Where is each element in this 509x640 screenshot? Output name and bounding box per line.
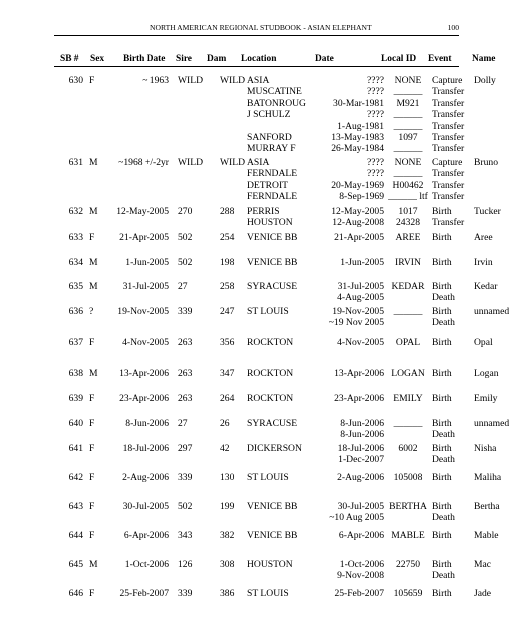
- sb-number: 646: [68, 588, 83, 599]
- record-line: [0, 257, 495, 268]
- col-birth-date: Birth Date: [123, 54, 166, 64]
- sex: M: [89, 368, 98, 379]
- event-type: Transfer: [432, 217, 465, 229]
- record-line: [0, 570, 495, 581]
- local-id: ______: [393, 306, 423, 317]
- event-type: Transfer: [432, 168, 465, 180]
- local-id: ______: [393, 143, 423, 155]
- record-line: [0, 429, 495, 440]
- sex: M: [89, 157, 98, 168]
- birth-date: 13-Apr-2006: [119, 368, 169, 379]
- location: VENICE BB: [247, 232, 298, 243]
- sire: 502: [178, 257, 193, 268]
- sire: 502: [178, 232, 193, 243]
- event-type: Transfer: [432, 179, 465, 191]
- sex: M: [89, 257, 98, 268]
- event-type: Transfer: [432, 191, 465, 203]
- event-date: 12-May-2005: [331, 206, 384, 217]
- dam: 308: [220, 559, 235, 570]
- page-header: [54, 22, 459, 36]
- event-type: Death: [432, 454, 455, 466]
- local-id: ______: [393, 86, 423, 98]
- sb-number: 635: [68, 281, 83, 292]
- animal-name: Emily: [474, 393, 498, 404]
- sb-number: 632: [68, 206, 83, 217]
- dam: 199: [220, 501, 235, 512]
- event-date: 31-Jul-2005: [337, 281, 384, 292]
- event-type: Birth: [432, 443, 452, 454]
- sb-number: 645: [68, 559, 83, 570]
- studbook-record: [0, 232, 495, 243]
- dam: 247: [220, 306, 235, 317]
- event-type: Birth: [432, 393, 452, 404]
- event-date: 1-Dec-2007: [338, 454, 384, 466]
- location: ST LOUIS: [247, 472, 289, 483]
- event-type: Birth: [432, 281, 452, 292]
- event-date: ????: [366, 168, 384, 180]
- event-date: 30-Jul-2005: [337, 501, 384, 512]
- column-header-row: [54, 52, 496, 67]
- record-line: [0, 530, 499, 541]
- location: ROCKTON: [247, 368, 294, 379]
- sex: ?: [89, 306, 94, 317]
- location: MUSCATINE: [247, 86, 302, 98]
- sire: WILD: [178, 157, 204, 168]
- col-sb: SB #: [60, 54, 79, 64]
- record-line: [0, 168, 495, 179]
- col-local-id: Local ID: [381, 54, 417, 64]
- event-type: Capture: [432, 75, 463, 86]
- event-date: 23-Apr-2006: [334, 393, 384, 404]
- dam: 356: [220, 337, 235, 348]
- location: ASIA: [247, 157, 270, 168]
- event-type: Death: [432, 292, 455, 304]
- birth-date: ~ 1963: [142, 75, 169, 86]
- birth-date: 19-Nov-2005: [117, 306, 169, 317]
- event-type: Birth: [432, 368, 452, 379]
- event-date: ????: [366, 109, 384, 121]
- location: HOUSTON: [247, 559, 293, 570]
- event-type: Capture: [432, 157, 463, 168]
- birth-date: 6-Apr-2006: [123, 530, 169, 541]
- record-line: [0, 217, 495, 228]
- sb-number: 630: [68, 75, 83, 86]
- event-date: 13-Apr-2006: [334, 368, 384, 379]
- dam: 382: [220, 530, 235, 541]
- animal-name: Maliha: [474, 472, 502, 483]
- event-type: Birth: [432, 501, 452, 512]
- studbook-record: [0, 368, 499, 379]
- location: ASIA: [247, 75, 270, 86]
- local-id: ______: [393, 418, 423, 429]
- sire: 339: [178, 472, 193, 483]
- sex: F: [89, 418, 95, 429]
- animal-name: Mac: [474, 559, 492, 570]
- location: FERNDALE: [247, 191, 298, 203]
- record-line: [0, 454, 495, 465]
- record-line: [0, 206, 501, 217]
- sire: 263: [178, 368, 193, 379]
- sire: 502: [178, 501, 193, 512]
- sex: F: [89, 393, 95, 404]
- event-date: 20-May-1969: [331, 179, 384, 191]
- event-date: 26-May-1984: [331, 143, 384, 155]
- local-id: NONE: [394, 75, 422, 86]
- event-date: 8-Jun-2006: [340, 418, 384, 429]
- event-date: ????: [366, 75, 384, 86]
- animal-name: Tucker: [474, 206, 501, 217]
- record-line: [0, 109, 495, 120]
- page-number: 100: [447, 23, 459, 32]
- animal-name: unnamed: [474, 418, 509, 429]
- event-date: ????: [366, 86, 384, 98]
- col-location: Location: [241, 54, 277, 64]
- local-id: 1017: [398, 206, 418, 217]
- local-id: ______: [393, 168, 423, 180]
- sb-number: 631: [68, 157, 83, 168]
- birth-date: 18-Jul-2006: [122, 443, 169, 454]
- dam: 254: [220, 232, 235, 243]
- record-line: [0, 281, 498, 292]
- animal-name: unnamed: [474, 306, 509, 317]
- event-type: Birth: [432, 257, 452, 268]
- sex: F: [89, 501, 95, 512]
- sb-number: 643: [68, 501, 83, 512]
- event-date: 1-Aug-1981: [337, 120, 384, 132]
- record-line: [0, 443, 495, 454]
- studbook-record: [0, 206, 501, 229]
- sb-number: 642: [68, 472, 83, 483]
- animal-name: Bruno: [474, 157, 498, 168]
- dam: 258: [220, 281, 235, 292]
- event-type: Death: [432, 512, 455, 524]
- location: SANFORD: [247, 131, 292, 143]
- col-event: Event: [428, 54, 452, 64]
- studbook-record: [0, 157, 498, 203]
- animal-name: Logan: [474, 368, 499, 379]
- col-name: Name: [472, 54, 496, 64]
- record-line: [0, 588, 495, 599]
- sb-number: 641: [68, 443, 83, 454]
- sex: F: [89, 337, 95, 348]
- animal-name: Aree: [474, 232, 493, 243]
- sex: F: [89, 75, 95, 86]
- event-type: Transfer: [432, 86, 465, 98]
- record-line: [0, 75, 495, 86]
- sb-number: 637: [68, 337, 83, 348]
- sire: 126: [178, 559, 193, 570]
- local-id: ______ ltf: [388, 191, 428, 203]
- event-type: Death: [432, 317, 455, 329]
- event-date: 25-Feb-2007: [334, 588, 384, 599]
- birth-date: 2-Aug-2006: [122, 472, 169, 483]
- sire: 297: [178, 443, 193, 454]
- local-id: BERTHA: [389, 501, 427, 512]
- location: J SCHULZ: [247, 109, 291, 121]
- dam: WILD: [220, 75, 246, 86]
- event-date: 1-Oct-2006: [339, 559, 384, 570]
- sire: 27: [178, 281, 188, 292]
- birth-date: 31-Jul-2005: [122, 281, 169, 292]
- studbook-record: [0, 257, 495, 268]
- dam: WILD: [220, 157, 246, 168]
- local-id: ______: [393, 120, 423, 132]
- event-date: 30-Mar-1981: [333, 97, 384, 109]
- sb-number: 634: [68, 257, 83, 268]
- col-sire: Sire: [176, 54, 192, 64]
- event-type: Birth: [432, 530, 452, 541]
- dam: 264: [220, 393, 235, 404]
- record-line: [0, 512, 495, 523]
- location: ST LOUIS: [247, 306, 289, 317]
- studbook-record: [0, 337, 495, 348]
- local-id: AREE: [395, 232, 421, 243]
- studbook-record: [0, 418, 509, 441]
- event-type: Birth: [432, 337, 452, 348]
- event-date: 18-Jul-2006: [337, 443, 384, 454]
- record-line: [0, 98, 495, 109]
- location: ST LOUIS: [247, 588, 289, 599]
- event-date: 6-Apr-2006: [338, 530, 384, 541]
- birth-date: 8-Jun-2006: [125, 418, 169, 429]
- local-id: 105008: [393, 472, 423, 483]
- sb-number: 644: [68, 530, 83, 541]
- birth-date: 30-Jul-2005: [122, 501, 169, 512]
- animal-name: Dolly: [474, 75, 496, 86]
- local-id: 105659: [393, 588, 423, 599]
- event-type: Death: [432, 570, 455, 582]
- studbook-record: [0, 306, 509, 329]
- local-id: 1097: [398, 131, 418, 143]
- birth-date: 23-Apr-2006: [119, 393, 169, 404]
- location: ROCKTON: [247, 337, 294, 348]
- event-date: 19-Nov-2005: [332, 306, 384, 317]
- event-date: ????: [366, 157, 384, 168]
- sex: F: [89, 588, 95, 599]
- local-id: NONE: [394, 157, 422, 168]
- sb-number: 640: [68, 418, 83, 429]
- sex: F: [89, 530, 95, 541]
- dam: 347: [220, 368, 235, 379]
- record-line: [0, 559, 495, 570]
- local-id: ______: [393, 109, 423, 121]
- event-type: Birth: [432, 206, 452, 217]
- studbook-record: [0, 393, 498, 404]
- event-type: Transfer: [432, 97, 465, 109]
- event-type: Transfer: [432, 120, 465, 132]
- studbook-title: NORTH AMERICAN REGIONAL STUDBOOK - ASIAN ELEPHANT: [150, 23, 372, 32]
- event-date: 12-Aug-2008: [332, 217, 384, 229]
- record-line: [0, 501, 500, 512]
- local-id: 22750: [396, 559, 420, 570]
- record-line: [0, 191, 495, 202]
- dam: 26: [220, 418, 230, 429]
- event-type: Birth: [432, 588, 452, 599]
- location: PERRIS: [247, 206, 280, 217]
- location: SYRACUSE: [247, 281, 298, 292]
- animal-name: Jade: [474, 588, 492, 599]
- animal-name: Mable: [474, 530, 499, 541]
- location: VENICE BB: [247, 257, 298, 268]
- studbook-record: [0, 501, 500, 524]
- studbook-record: [0, 472, 502, 483]
- event-date: ~19 Nov 2005: [328, 317, 384, 329]
- record-line: [0, 317, 495, 328]
- record-line: [0, 157, 498, 168]
- birth-date: 4-Nov-2005: [122, 337, 169, 348]
- studbook-record: [0, 281, 498, 304]
- location: DETROIT: [247, 179, 289, 191]
- event-type: Birth: [432, 559, 452, 570]
- event-date: 8-Jun-2006: [340, 429, 384, 441]
- sex: M: [89, 206, 98, 217]
- event-type: Birth: [432, 306, 452, 317]
- birth-date: 25-Feb-2007: [119, 588, 169, 599]
- sex: F: [89, 232, 95, 243]
- event-date: 4-Nov-2005: [337, 337, 384, 348]
- sex: M: [89, 559, 98, 570]
- local-id: M921: [396, 97, 420, 109]
- sex: M: [89, 281, 98, 292]
- studbook-record: [0, 443, 495, 466]
- record-line: [0, 86, 495, 97]
- location: SYRACUSE: [247, 418, 298, 429]
- animal-name: Irvin: [474, 257, 493, 268]
- record-line: [0, 143, 495, 154]
- location: VENICE BB: [247, 501, 298, 512]
- local-id: KEDAR: [391, 281, 425, 292]
- event-type: Birth: [432, 472, 452, 483]
- sex: F: [89, 472, 95, 483]
- location: DICKERSON: [247, 443, 302, 454]
- col-sex: Sex: [90, 54, 105, 64]
- record-line: [0, 306, 509, 317]
- sire: 27: [178, 418, 188, 429]
- record-line: [0, 180, 495, 191]
- animal-name: Opal: [474, 337, 493, 348]
- local-id: 6002: [398, 443, 418, 454]
- record-line: [0, 232, 495, 243]
- studbook-record: [0, 588, 495, 599]
- record-line: [0, 418, 509, 429]
- sire: 263: [178, 337, 193, 348]
- studbook-record: [0, 75, 495, 155]
- event-type: Transfer: [432, 109, 465, 121]
- location: BATONROUG: [247, 97, 306, 109]
- local-id: MABLE: [391, 530, 425, 541]
- event-date: 2-Aug-2006: [337, 472, 384, 483]
- location: VENICE BB: [247, 530, 298, 541]
- local-id: LOGAN: [391, 368, 425, 379]
- animal-name: Nisha: [474, 443, 497, 454]
- sire: 339: [178, 306, 193, 317]
- dam: 130: [220, 472, 235, 483]
- event-date: 4-Aug-2005: [337, 292, 384, 304]
- record-line: [0, 132, 495, 143]
- col-dam: Dam: [207, 54, 227, 64]
- local-id: IRVIN: [395, 257, 421, 268]
- sire: 263: [178, 393, 193, 404]
- record-line: [0, 337, 495, 348]
- event-type: Death: [432, 429, 455, 441]
- dam: 42: [220, 443, 230, 454]
- studbook-record: [0, 530, 499, 541]
- event-date: 8-Sep-1969: [339, 191, 384, 203]
- event-date: 13-May-1983: [331, 131, 384, 143]
- sb-number: 638: [68, 368, 83, 379]
- sire: 339: [178, 588, 193, 599]
- record-line: [0, 292, 495, 303]
- local-id: H00462: [392, 179, 424, 191]
- col-date: Date: [315, 54, 334, 64]
- dam: 288: [220, 206, 235, 217]
- sire: 270: [178, 206, 193, 217]
- event-type: Birth: [432, 232, 452, 243]
- sb-number: 636: [68, 306, 83, 317]
- record-line: [0, 121, 495, 132]
- event-date: 21-Apr-2005: [334, 232, 384, 243]
- dam: 386: [220, 588, 235, 599]
- event-date: 1-Jun-2005: [340, 257, 384, 268]
- sb-number: 639: [68, 393, 83, 404]
- animal-name: Kedar: [474, 281, 498, 292]
- sire: 343: [178, 530, 193, 541]
- record-line: [0, 472, 502, 483]
- record-line: [0, 368, 499, 379]
- birth-date: 1-Jun-2005: [125, 257, 169, 268]
- local-id: 24328: [396, 217, 420, 229]
- local-id: OPAL: [395, 337, 421, 348]
- birth-date: 1-Oct-2006: [124, 559, 169, 570]
- event-date: ~10 Aug 2005: [329, 512, 384, 524]
- sex: F: [89, 443, 95, 454]
- event-type: Transfer: [432, 143, 465, 155]
- birth-date: ~1968 +/-2yr: [118, 157, 169, 168]
- event-type: Transfer: [432, 131, 465, 143]
- event-date: 9-Nov-2008: [337, 570, 384, 582]
- birth-date: 12-May-2005: [116, 206, 169, 217]
- location: HOUSTON: [247, 217, 293, 229]
- sb-number: 633: [68, 232, 83, 243]
- event-type: Birth: [432, 418, 452, 429]
- studbook-record: [0, 559, 495, 582]
- animal-name: Bertha: [474, 501, 500, 512]
- location: FERNDALE: [247, 168, 298, 180]
- record-line: [0, 393, 498, 404]
- local-id: EMILY: [393, 393, 423, 404]
- location: ROCKTON: [247, 393, 294, 404]
- dam: 198: [220, 257, 235, 268]
- location: MURRAY F: [247, 143, 296, 155]
- birth-date: 21-Apr-2005: [119, 232, 169, 243]
- sire: WILD: [178, 75, 204, 86]
